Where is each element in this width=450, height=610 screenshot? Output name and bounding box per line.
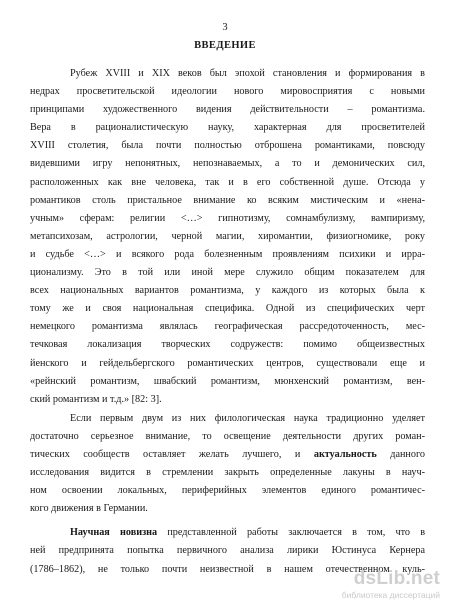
text-line: Рубеж XVIII и XIX веков был эпохой становления и формирования в [70,68,425,79]
text-line: учным» сферам: религии <…> гипнотизму, сомнамбулизму, вампиризму, [30,212,425,224]
section-heading: ВВЕДЕНИЕ [194,40,256,51]
text-line: ном освоении локальных, периферийных элементов единого романтичес- [30,485,425,497]
watermark [310,568,440,602]
text-line: ционализму. Это в той или иной мере служило общим показателем для [30,267,425,279]
text-line: XVIII столетия, была почти полностью отброшена романтиками, повсюду [30,140,425,152]
text-span: данного [376,448,425,460]
text-line: видевшими игру непонятных, непознаваемых, а то и демонических сил, [30,158,425,170]
text-line: и судьбе <…> и всякого рода болезненным проявлениям психики и ирра- [30,248,425,260]
text-line: течковая локализация творческих содружеств: помимо общеизвестных [30,339,425,351]
body-text [30,65,425,579]
text-line: (1786–1862), не только почти неизвестной в нашем отечественном куль- [30,563,425,575]
text-line: кого движения в Германии. [30,503,148,515]
watermark-logo: dsLib.net [353,568,440,589]
text-line [30,446,425,464]
text-line: «рейнский романтизм, швабский романтизм, мюнхенский романтизм, вен- [30,375,425,387]
text-line: ский романтизм и т.д.» [82: 3]. [30,393,162,405]
text-line: романтиков столь пристальное внимание ко всяким мистическим и «нена- [30,194,425,206]
text-line: немецкого романтизма являлась географическая рассредоточенность, мес- [30,321,425,333]
text-line: тому же и своя национальная специфика. Одной из специфических черт [30,303,425,315]
paragraph-relevance [30,410,425,519]
text-line: всех национальных вариантов романтизма, у каждого из которых была к [30,285,425,297]
novelty-term: Научная новизна [70,527,158,539]
text-line: принципами художественного видения действительности – романтизма. [30,104,425,116]
text-line: йенского и гейдельбергского романтических центров, существовали еще и [30,357,425,369]
text-span: представленной работы заключается в том, что в [157,527,425,539]
text-line: Если первым двум из них филологическая наука традиционно уделяет [70,412,425,424]
relevance-term: актуальность [313,448,377,460]
text-line: ней предпринята попытка первичного анализа лирики Юстинуса Кернера [30,545,425,557]
paragraph-intro [30,65,425,409]
text-line: достаточно серьезное внимание, то освещение деятельности других роман- [30,430,425,442]
text-span: тических сообществ оставляет желать лучшего, и [30,448,301,460]
text-line: метапсихозам, астрологии, черной магии, хиромантии, физиогномике, року [30,230,425,242]
page-number: 3 [222,22,228,33]
text-line: исследования видится в стремлении закрыть определенные лакуны в науч- [30,467,425,479]
text-line: Вера в рационалистическую науку, характерная для просветителей [30,122,425,134]
text-line: недрах просветительской идеологии нового мировосприятия с новыми [30,86,425,98]
text-line [30,524,425,542]
watermark-caption: библиотека диссертаций [341,590,440,600]
text-line: расположенных как вне человека, так и в его собственной душе. Отсюда у [30,176,425,188]
